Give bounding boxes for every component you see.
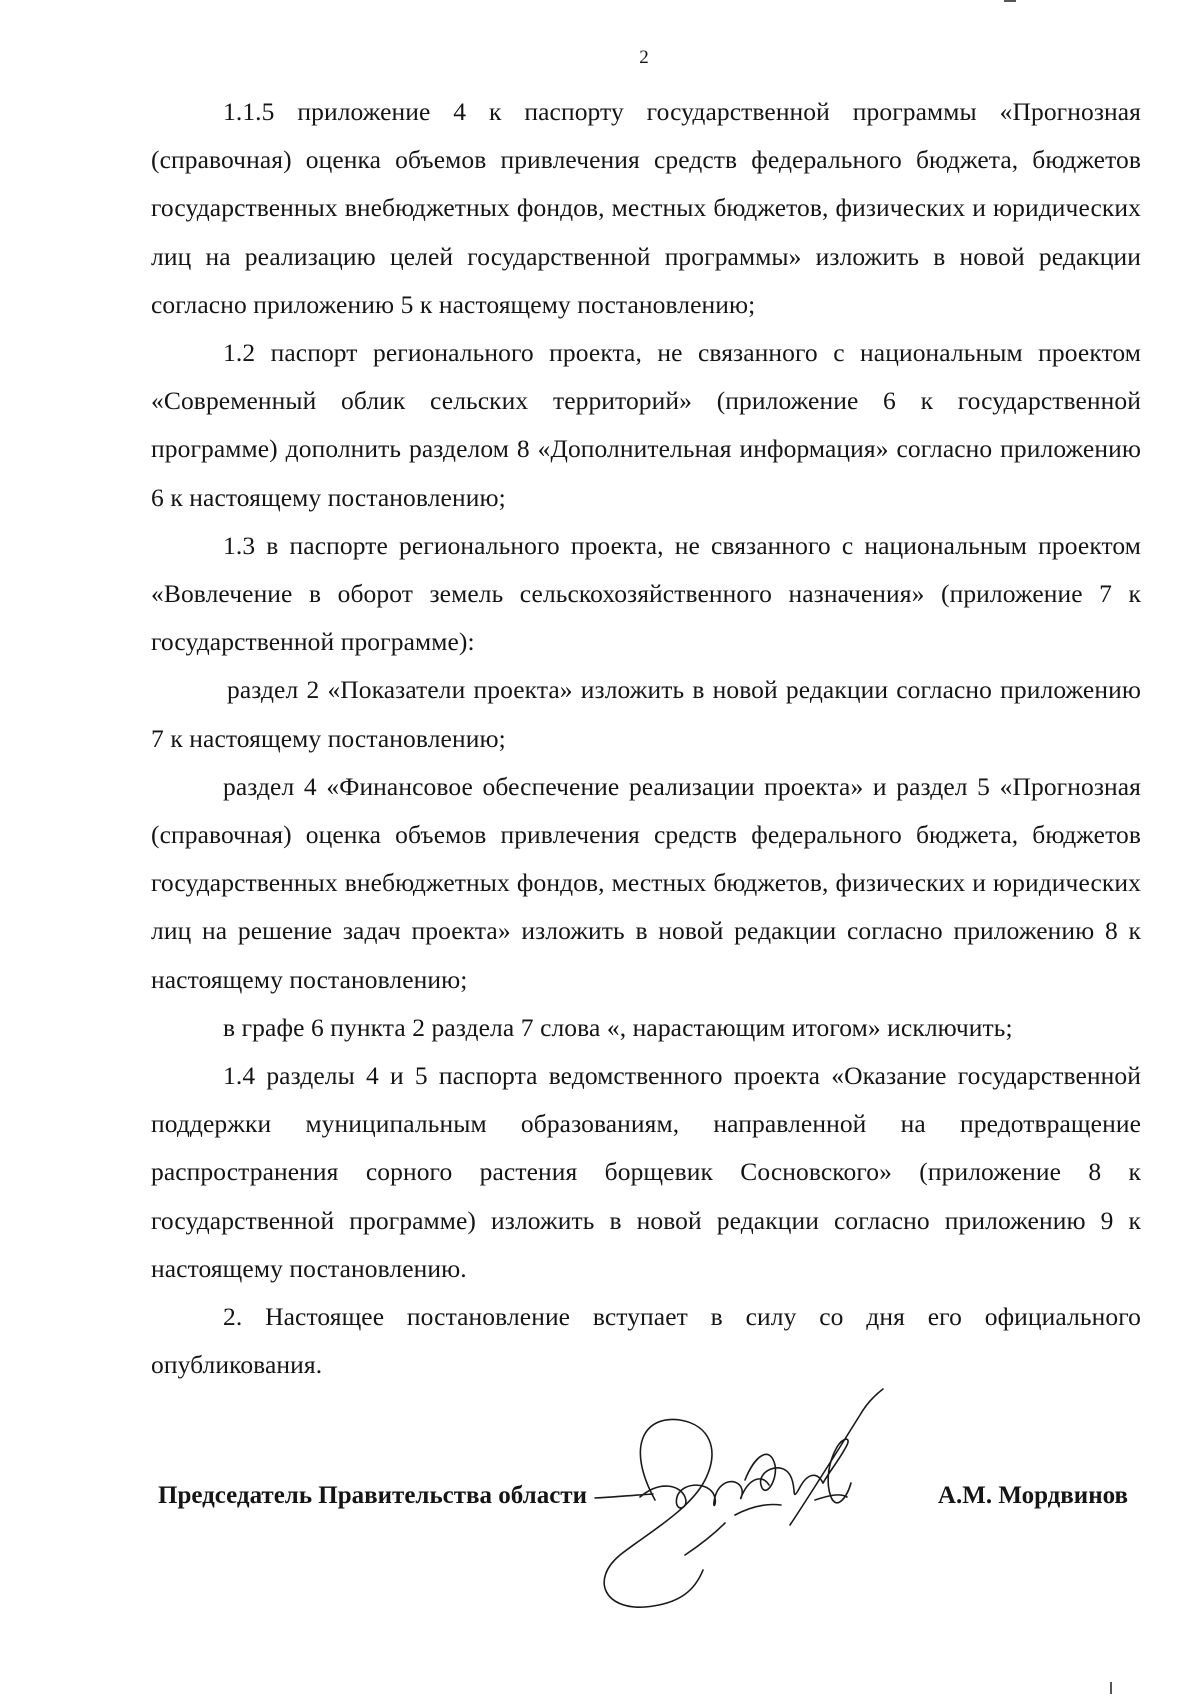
paragraph-2: 2. Настоящее постановление вступает в силу со дня его официального опубликования. — [151, 1302, 1141, 1380]
signatory-name: А.М. Мордвинов — [937, 1482, 1128, 1509]
document-body — [151, 88, 1141, 1389]
signatory-position: Председатель Правительства области — [158, 1482, 587, 1509]
paragraph-1-3: 1.3 в паспорте регионального проекта, не связанного с национальным проектом «Вовлечение в оборот земель сельскохозяйственного назначения» (приложение 7 к государственной программе): — [151, 530, 1141, 657]
paragraph-1-4: 1.4 разделы 4 и 5 паспорта ведомственного проекта «Оказание государственной поддержки муниципальным образованиям, направленной на предотвращение распространения сорного растения борщевик Сосновского» (приложение 8 к государственной программе) изложить в новой редакции согласно приложению 9 к настоящему постановлению. — [151, 1061, 1141, 1283]
paragraph-sections-4-5: раздел 4 «Финансовое обеспечение реализации проекта» и раздел 5 «Прогнозная (справочная) оценка объемов привлечения средств федерального бюджета, бюджетов государственных внебюджетных фондов, местных бюджетов, физических и юридических лиц на решение задач проекта» изложить в новой редакции согласно приложению 8 к настоящему постановлению; — [151, 771, 1141, 994]
paragraph-1-1-5: 1.1.5 приложение 4 к паспорту государственной программы «Прогнозная (справочная) оценка объемов привлечения средств федерального бюджета, бюджетов государственных внебюджетных фондов, местных бюджетов, физических и юридических лиц на реализацию целей государственной программы» изложить в новой редакции согласно приложению 5 к настоящему постановлению; — [151, 97, 1141, 319]
page-number: 2 — [639, 47, 649, 68]
paragraph-section-2: раздел 2 «Показатели проекта» изложить в новой редакции согласно приложению 7 к настоящему постановлению; — [151, 675, 1141, 753]
scan-edge-mark — [1004, 0, 1016, 2]
paragraph-section-7: в графе 6 пункта 2 раздела 7 слова «, нарастающим итогом» исключить; — [223, 1012, 1013, 1042]
scan-edge-mark — [1110, 1682, 1112, 1694]
handwritten-signature — [585, 1385, 915, 1615]
paragraph-1-2: 1.2 паспорт регионального проекта, не связанного с национальным проектом «Современный облик сельских территорий» (приложение 6 к государственной программе) дополнить разделом 8 «Дополнительная информация» согласно приложению 6 к настоящему постановлению; — [151, 338, 1141, 512]
